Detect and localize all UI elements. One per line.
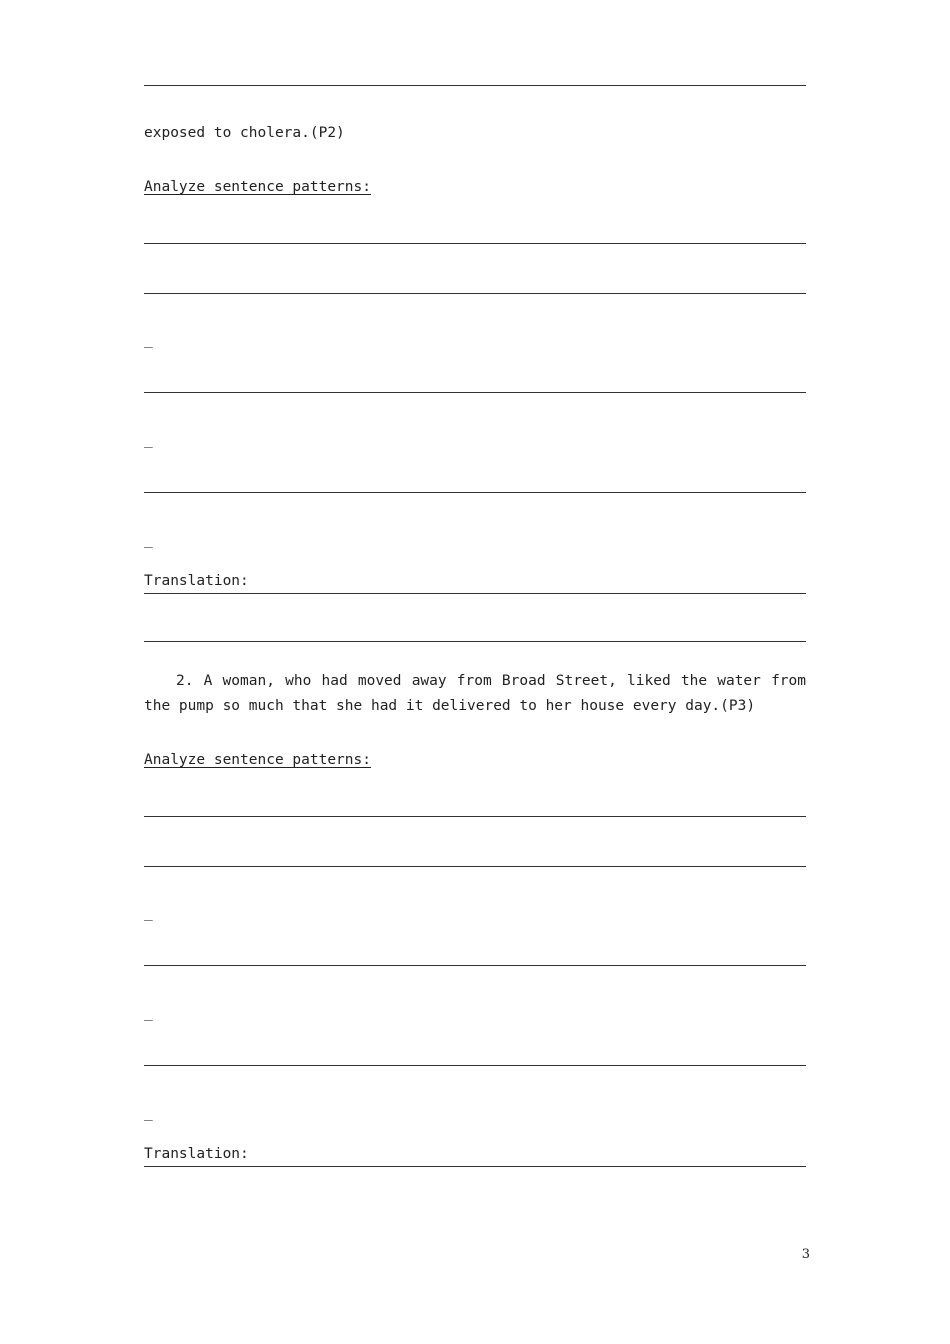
page-number: 3 <box>801 1247 810 1262</box>
blank-marker: _ <box>144 332 153 348</box>
blank-marker: _ <box>144 532 153 548</box>
sentence-2: 2. A woman, who had moved away from Broad Street, liked the water from the pump so much that she had it delivered to her house every day.(P3) <box>144 673 806 714</box>
answer-line <box>144 1065 806 1066</box>
analyze-patterns-label: Analyze sentence patterns: <box>144 179 371 195</box>
answer-line <box>144 816 806 817</box>
blank-marker: _ <box>144 432 153 448</box>
blank-marker: _ <box>144 1005 153 1021</box>
translation-line <box>144 1144 806 1167</box>
analyze-patterns-label: Analyze sentence patterns: <box>144 752 371 768</box>
translation-label: Translation: <box>144 573 249 589</box>
answer-line <box>144 392 806 393</box>
translation-label: Translation: <box>144 1146 249 1162</box>
blank-marker: _ <box>144 1105 153 1121</box>
answer-line <box>144 293 806 294</box>
answer-line <box>144 492 806 493</box>
blank-marker: _ <box>144 905 153 921</box>
answer-line <box>144 85 806 86</box>
answer-line <box>144 866 806 867</box>
answer-line <box>144 965 806 966</box>
sentence-continuation: exposed to cholera.(P2) <box>144 125 345 141</box>
answer-line <box>144 243 806 244</box>
answer-line <box>144 641 806 642</box>
translation-line <box>144 571 806 594</box>
